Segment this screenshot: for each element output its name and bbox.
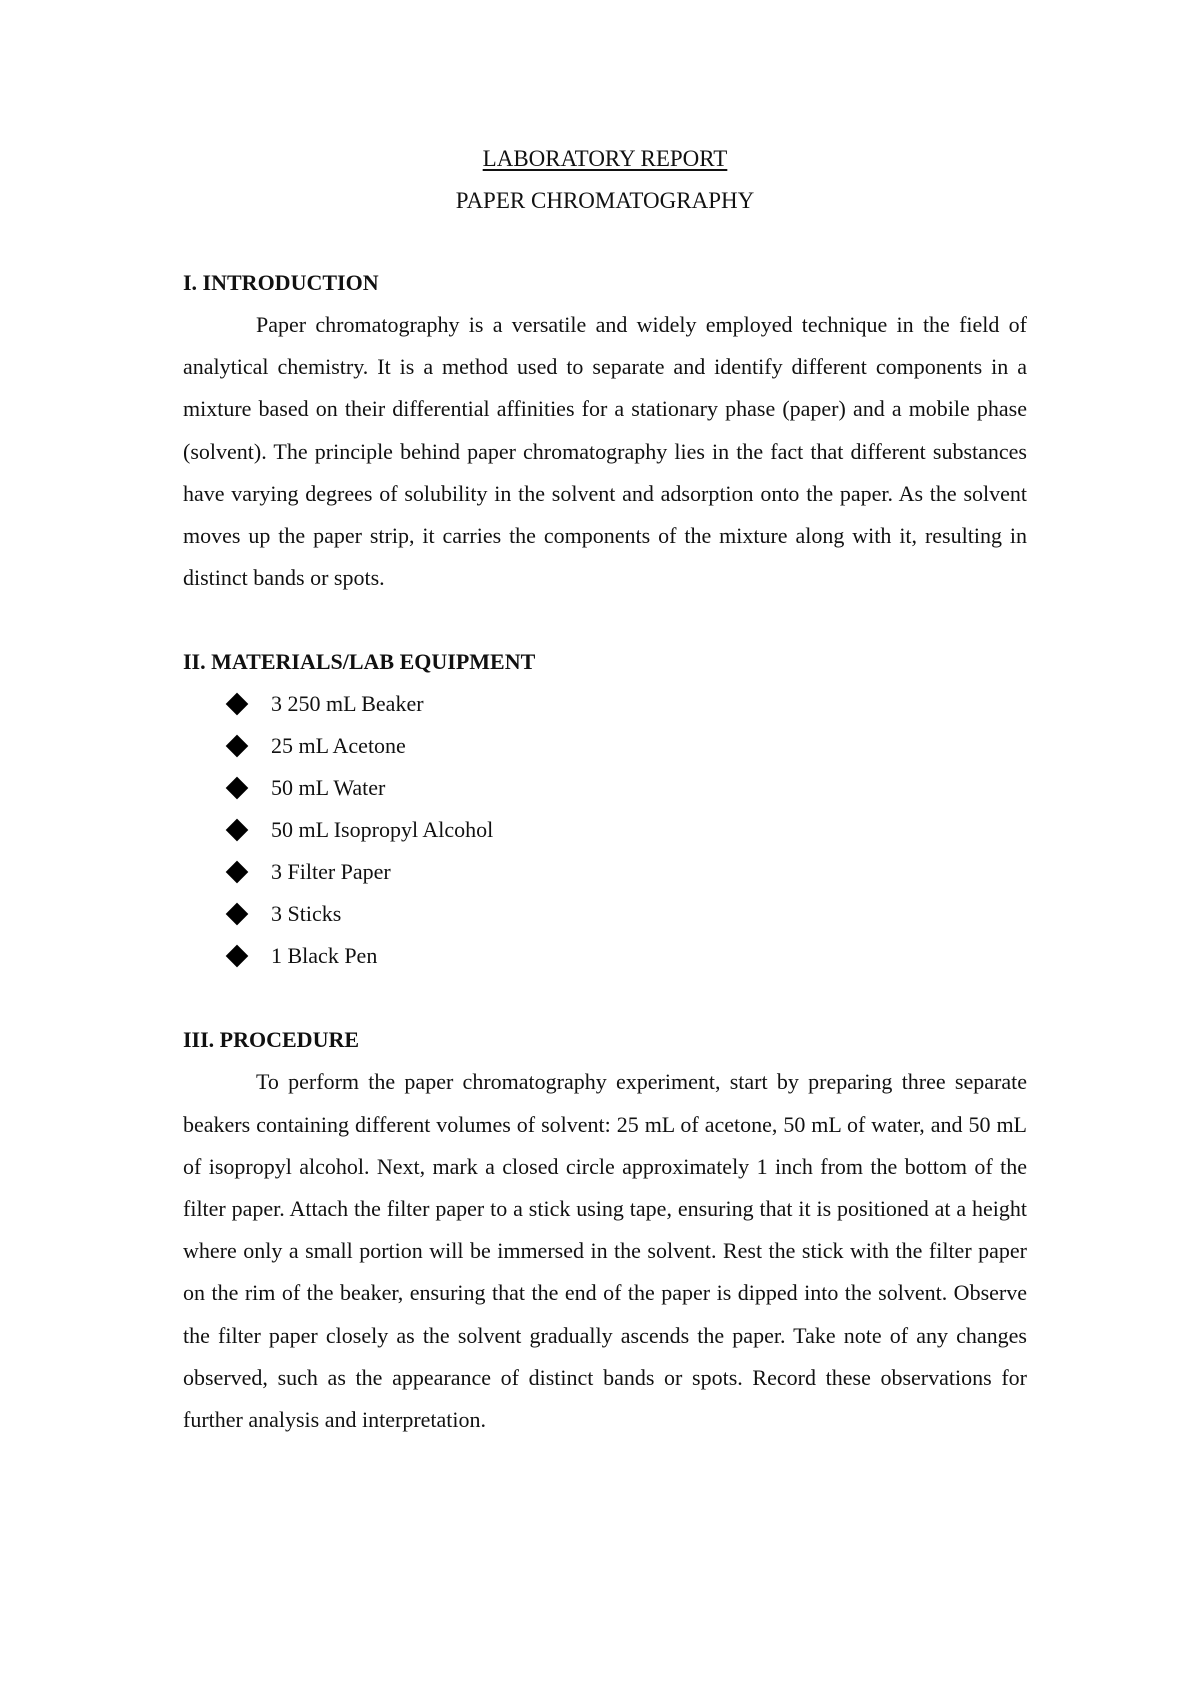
report-page xyxy=(183,138,1027,1441)
list-item xyxy=(183,893,1027,935)
list-item xyxy=(183,683,1027,725)
diamond-bullet-icon xyxy=(226,735,249,758)
list-item xyxy=(183,809,1027,851)
section-spacer xyxy=(183,977,1027,1019)
list-item-label: 3 Sticks xyxy=(271,901,342,927)
list-item xyxy=(183,851,1027,893)
section-spacer xyxy=(183,599,1027,641)
list-item-label: 1 Black Pen xyxy=(271,943,378,969)
diamond-bullet-icon xyxy=(226,903,249,926)
list-item-label: 50 mL Water xyxy=(271,775,386,801)
diamond-bullet-icon xyxy=(226,945,249,968)
procedure-paragraph: To perform the paper chromatography experiment, start by preparing three separate beakers containing different volumes of solvent: 25 mL of acetone, 50 mL of water, and 50 mL of isopropyl alcohol. Next, mark a closed circle approximately 1 inch from the bottom of the filter paper. Attach the filter paper to a stick using tape, ensuring that it is positioned at a height where only a small portion will be immersed in the solvent. Rest the stick with the filter paper on the rim of the beaker, ensuring that the end of the paper is dipped into the solvent. Observe the filter paper closely as the solvent gradually ascends the paper. Take note of any changes observed, such as the appearance of distinct bands or spots. Record these observations for further analysis and interpretation. xyxy=(183,1069,1027,1433)
procedure-heading: III. PROCEDURE xyxy=(183,1027,360,1053)
list-item xyxy=(183,935,1027,977)
materials-list xyxy=(183,683,1027,977)
materials-heading: II. MATERIALS/LAB EQUIPMENT xyxy=(183,649,536,675)
list-item-label: 3 Filter Paper xyxy=(271,859,391,885)
diamond-bullet-icon xyxy=(226,819,249,842)
list-item xyxy=(183,725,1027,767)
list-item-label: 50 mL Isopropyl Alcohol xyxy=(271,817,494,843)
list-item-label: 3 250 mL Beaker xyxy=(271,691,424,717)
report-title: LABORATORY REPORT xyxy=(482,146,728,171)
introduction-heading: I. INTRODUCTION xyxy=(183,270,379,295)
list-item-label: 25 mL Acetone xyxy=(271,733,406,759)
introduction-paragraph: Paper chromatography is a versatile and widely employed technique in the field of analytical chemistry. It is a method used to separate and identify different components in a mixture based on their differential affinities for a stationary phase (paper) and a mobile phase (solvent). The principle behind paper chromatography lies in the fact that different substances have varying degrees of solubility in the solvent and adsorption onto the paper. As the solvent moves up the paper strip, it carries the components of the mixture along with it, resulting in distinct bands or spots. xyxy=(183,312,1027,591)
list-item xyxy=(183,767,1027,809)
diamond-bullet-icon xyxy=(226,693,249,716)
report-subtitle: PAPER CHROMATOGRAPHY xyxy=(455,188,755,213)
diamond-bullet-icon xyxy=(226,777,249,800)
diamond-bullet-icon xyxy=(226,861,249,884)
